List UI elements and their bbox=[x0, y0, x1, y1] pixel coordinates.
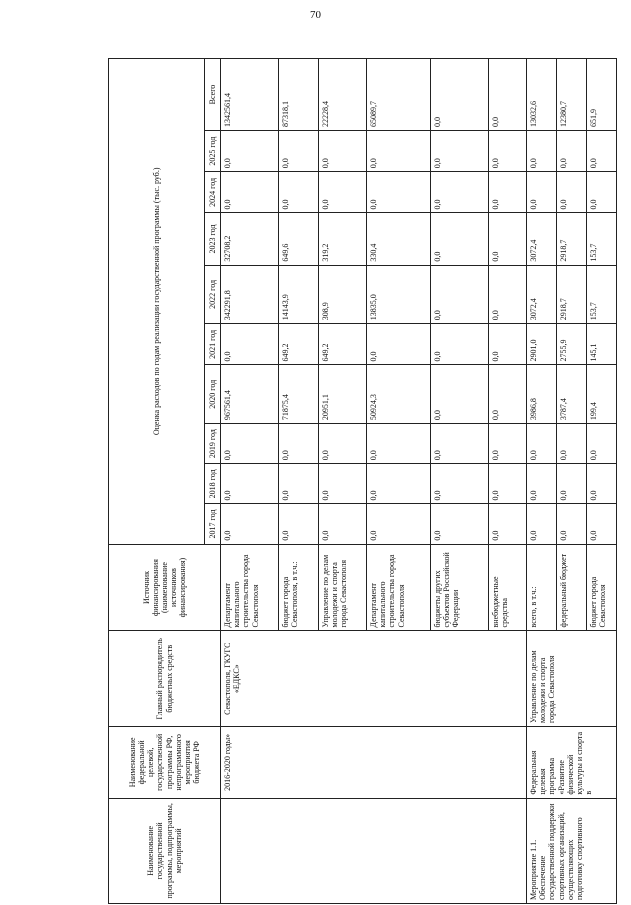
cell-value: 0,0 bbox=[431, 424, 489, 464]
cell-value: 0,0 bbox=[587, 172, 617, 213]
cell-value: 145,1 bbox=[587, 324, 617, 365]
cell-total: 12380,7 bbox=[557, 59, 587, 131]
cell-value: 13835,0 bbox=[367, 265, 431, 324]
cell-value: 0,0 bbox=[489, 265, 527, 324]
cell-value: 0,0 bbox=[431, 464, 489, 504]
header-source: Источник финансирования (наименование источников финансирования) bbox=[109, 544, 221, 631]
header-manager: Главный распорядитель бюджетных средств bbox=[109, 631, 221, 727]
cell-value: 0,0 bbox=[221, 130, 279, 171]
cell-value: 0,0 bbox=[431, 504, 489, 544]
cell-value: 0,0 bbox=[489, 324, 527, 365]
cell-value: 0,0 bbox=[431, 172, 489, 213]
table-body bbox=[221, 59, 617, 904]
table-row bbox=[527, 59, 557, 904]
cell-total: 87318,1 bbox=[279, 59, 319, 131]
cell-source: бюджеты других субъектов Российской Федерации bbox=[431, 544, 489, 631]
budget-table-rotated bbox=[108, 58, 608, 904]
cell-value: 3072,4 bbox=[527, 265, 557, 324]
cell-source: внебюджетные средства bbox=[489, 544, 527, 631]
header-year: 2021 год bbox=[205, 324, 221, 365]
cell-value: 0,0 bbox=[527, 130, 557, 171]
cell-source: Управление по делам молодежи и спорта города Севастополя bbox=[319, 544, 367, 631]
header-year: 2018 год bbox=[205, 464, 221, 504]
cell-value: 0,0 bbox=[489, 464, 527, 504]
cell-total: 13032,6 bbox=[527, 59, 557, 131]
cell-value: 0,0 bbox=[527, 424, 557, 464]
table-row bbox=[221, 59, 279, 904]
cell-value: 2755,9 bbox=[557, 324, 587, 365]
cell-value: 2901,0 bbox=[527, 324, 557, 365]
cell-source: федеральный бюджет bbox=[557, 544, 587, 631]
cell-name: Мероприятие 1.1. Обеспечение государственной поддержки спортивных организаций, осуществляющих подготовку спортивного bbox=[527, 798, 617, 903]
cell-value: 0,0 bbox=[367, 424, 431, 464]
cell-value: 342291,8 bbox=[221, 265, 279, 324]
cell-value: 0,0 bbox=[557, 130, 587, 171]
cell-value: 0,0 bbox=[587, 464, 617, 504]
cell-value: 0,0 bbox=[319, 424, 367, 464]
cell-value: 3787,4 bbox=[557, 365, 587, 424]
cell-value: 0,0 bbox=[431, 324, 489, 365]
cell-value: 649,2 bbox=[279, 324, 319, 365]
cell-value: 153,7 bbox=[587, 265, 617, 324]
cell-value: 0,0 bbox=[489, 172, 527, 213]
cell-value: 0,0 bbox=[221, 464, 279, 504]
cell-value: 0,0 bbox=[557, 424, 587, 464]
cell-value: 71875,4 bbox=[279, 365, 319, 424]
cell-value: 0,0 bbox=[431, 130, 489, 171]
cell-total: 0,0 bbox=[431, 59, 489, 131]
cell-total: 22228,4 bbox=[319, 59, 367, 131]
cell-value: 0,0 bbox=[557, 172, 587, 213]
cell-name bbox=[221, 798, 527, 903]
cell-manager: Управление по делам молодежи и спорта города Севастополя bbox=[527, 631, 617, 727]
cell-value: 967561,4 bbox=[221, 365, 279, 424]
cell-total: 65089,7 bbox=[367, 59, 431, 131]
cell-total: 651,9 bbox=[587, 59, 617, 131]
cell-value: 0,0 bbox=[527, 464, 557, 504]
cell-value: 3072,4 bbox=[527, 213, 557, 265]
cell-source: бюджет города Севастополя, в т.ч.: bbox=[279, 544, 319, 631]
cell-fed-program: Федеральная целевая программа «Развитие физической культуры и спорта в bbox=[527, 727, 617, 799]
cell-value: 153,7 bbox=[587, 213, 617, 265]
cell-value: 32708,2 bbox=[221, 213, 279, 265]
cell-value: 330,4 bbox=[367, 213, 431, 265]
cell-value: 0,0 bbox=[431, 213, 489, 265]
cell-value: 0,0 bbox=[279, 464, 319, 504]
cell-value: 0,0 bbox=[367, 464, 431, 504]
budget-table bbox=[108, 58, 617, 904]
cell-value: 3986,8 bbox=[527, 365, 557, 424]
cell-value: 0,0 bbox=[367, 172, 431, 213]
header-year: 2020 год bbox=[205, 365, 221, 424]
cell-fed-program: 2016-2020 годы» bbox=[221, 727, 527, 799]
cell-value: 199,4 bbox=[587, 365, 617, 424]
cell-value: 319,2 bbox=[319, 213, 367, 265]
cell-source: Департамент капитального строительства города Севастополя bbox=[367, 544, 431, 631]
cell-source: Департамент капитального строительства города Севастополя bbox=[221, 544, 279, 631]
cell-value: 14143,9 bbox=[279, 265, 319, 324]
header-year: 2025 год bbox=[205, 130, 221, 171]
cell-total: 1342561,4 bbox=[221, 59, 279, 131]
header-fed-program: Наименование федеральной целевой, государственной программы РФ, непрограммного мероприятия бюджета РФ bbox=[109, 727, 221, 799]
cell-value: 0,0 bbox=[319, 130, 367, 171]
header-total: Всего bbox=[205, 59, 221, 131]
header-year: 2019 год bbox=[205, 424, 221, 464]
page-number: 70 bbox=[310, 9, 321, 21]
header-year: 2023 год bbox=[205, 213, 221, 265]
cell-source: всего, в т.ч.: bbox=[527, 544, 557, 631]
cell-value: 0,0 bbox=[587, 424, 617, 464]
cell-value: 0,0 bbox=[431, 365, 489, 424]
cell-source: бюджет города Севастополя bbox=[587, 544, 617, 631]
cell-value: 0,0 bbox=[319, 172, 367, 213]
header-year: 2022 год bbox=[205, 265, 221, 324]
cell-value: 0,0 bbox=[221, 172, 279, 213]
cell-value: 0,0 bbox=[557, 464, 587, 504]
cell-value: 0,0 bbox=[489, 365, 527, 424]
cell-value: 0,0 bbox=[221, 504, 279, 544]
header-estimate: Оценка расходов по годам реализации государственной программы (тыс. руб.) bbox=[109, 59, 205, 545]
cell-value: 0,0 bbox=[489, 213, 527, 265]
cell-value: 0,0 bbox=[279, 504, 319, 544]
cell-value: 649,2 bbox=[319, 324, 367, 365]
cell-value: 0,0 bbox=[221, 424, 279, 464]
header-year: 2017 год bbox=[205, 504, 221, 544]
cell-value: 0,0 bbox=[319, 464, 367, 504]
header-name: Наименование государственной программы, подпрограммы, мероприятий bbox=[109, 798, 221, 903]
cell-value: 649,6 bbox=[279, 213, 319, 265]
cell-value: 308,9 bbox=[319, 265, 367, 324]
cell-value: 0,0 bbox=[367, 504, 431, 544]
cell-value: 0,0 bbox=[489, 130, 527, 171]
cell-value: 2918,7 bbox=[557, 213, 587, 265]
cell-value: 0,0 bbox=[279, 130, 319, 171]
cell-value: 0,0 bbox=[279, 424, 319, 464]
cell-value: 0,0 bbox=[221, 324, 279, 365]
cell-value: 0,0 bbox=[489, 504, 527, 544]
cell-total: 0,0 bbox=[489, 59, 527, 131]
cell-value: 0,0 bbox=[279, 172, 319, 213]
cell-value: 0,0 bbox=[319, 504, 367, 544]
cell-manager: Севастополя, ГКУГС «ЕДКС» bbox=[221, 631, 527, 727]
cell-value: 0,0 bbox=[367, 130, 431, 171]
cell-value: 20951,1 bbox=[319, 365, 367, 424]
cell-value: 0,0 bbox=[527, 504, 557, 544]
header-year: 2024 год bbox=[205, 172, 221, 213]
cell-value: 0,0 bbox=[587, 504, 617, 544]
cell-value: 0,0 bbox=[367, 324, 431, 365]
cell-value: 50924,3 bbox=[367, 365, 431, 424]
cell-value: 2918,7 bbox=[557, 265, 587, 324]
cell-value: 0,0 bbox=[557, 504, 587, 544]
cell-value: 0,0 bbox=[587, 130, 617, 171]
cell-value: 0,0 bbox=[527, 172, 557, 213]
cell-value: 0,0 bbox=[431, 265, 489, 324]
cell-value: 0,0 bbox=[489, 424, 527, 464]
